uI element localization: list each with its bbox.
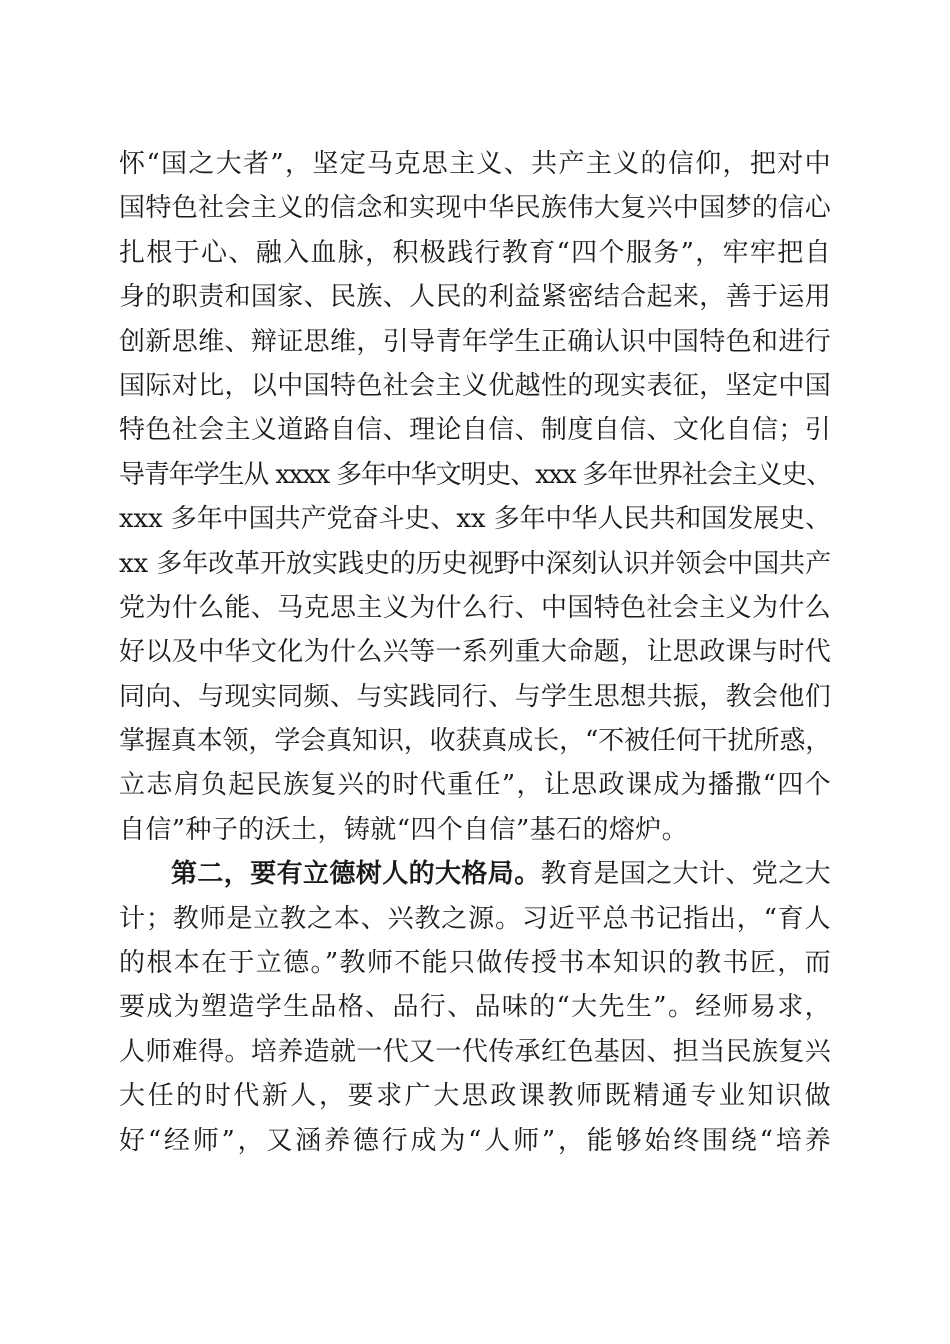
paragraph-first-line: [119, 852, 831, 896]
paragraph-line: 要成为塑造学生品格、品行、品味的“大先生”。经师易求，: [119, 992, 831, 1023]
paragraph-line: 的根本在于立德。”教师不能只做传授书本知识的教书匠，而: [119, 948, 831, 979]
paragraph-line: 特色社会主义道路自信、理论自信、制度自信、文化自信；引: [119, 415, 831, 446]
paragraph-line: 掌握真本领，学会真知识，收获真成长，“不被任何干扰所惑，: [119, 726, 831, 757]
paragraph-line: xx 多年改革开放实践史的历史视野中深刻认识并领会中国共产: [119, 548, 831, 579]
paragraph-line: 导青年学生从 xxxx 多年中华文明史、xxx 多年世界社会主义史、: [119, 459, 831, 490]
paragraph-line: 人师难得。培养造就一代又一代传承红色基因、担当民族复兴: [119, 1036, 831, 1067]
paragraph-line: 自信”种子的沃土，铸就“四个自信”基石的熔炉。: [119, 814, 689, 845]
paragraph-line: 扎根于心、融入血脉，积极践行教育“四个服务”，牢牢把自: [119, 237, 831, 268]
paragraph-line: 怀“国之大者”，坚定马克思主义、共产主义的信仰，把对中: [119, 149, 831, 179]
paragraph-line: 国特色社会主义的信念和实现中华民族伟大复兴中国梦的信心: [119, 193, 831, 224]
paragraph-line: 身的职责和国家、民族、人民的利益紧密结合起来，善于运用: [119, 282, 831, 313]
paragraph-line: xxx 多年中国共产党奋斗史、xx 多年中华人民共和国发展史、: [119, 504, 831, 535]
paragraph-heading: 第二，要有立德树人的大格局。: [171, 859, 541, 890]
document-body: [119, 142, 831, 1163]
paragraph-line: 创新思维、辩证思维，引导青年学生正确认识中国特色和进行: [119, 326, 831, 357]
paragraph-line: 立志肩负起民族复兴的时代重任”，让思政课成为播撒“四个: [119, 770, 831, 801]
paragraph-2: [119, 852, 831, 1163]
paragraph-line: 党为什么能、马克思主义为什么行、中国特色社会主义为什么: [119, 592, 831, 623]
paragraph-line: 同向、与现实同频、与实践同行、与学生思想共振，教会他们: [119, 681, 831, 712]
paragraph-line: 好以及中华文化为什么兴等一系列重大命题，让思政课与时代: [119, 637, 831, 668]
paragraph-line-rest: 教育是国之大计、党之大: [540, 859, 832, 890]
paragraph-line: 计；教师是立教之本、兴教之源。习近平总书记指出，“育人: [119, 903, 831, 934]
paragraph-line: 国际对比，以中国特色社会主义优越性的现实表征，坚定中国: [119, 370, 831, 401]
paragraph-line: 大任的时代新人，要求广大思政课教师既精通专业知识做: [119, 1081, 831, 1112]
paragraph-line: 好“经师”，又涵养德行成为“人师”，能够始终围绕“培养: [119, 1125, 831, 1156]
paragraph-1: [119, 142, 831, 852]
